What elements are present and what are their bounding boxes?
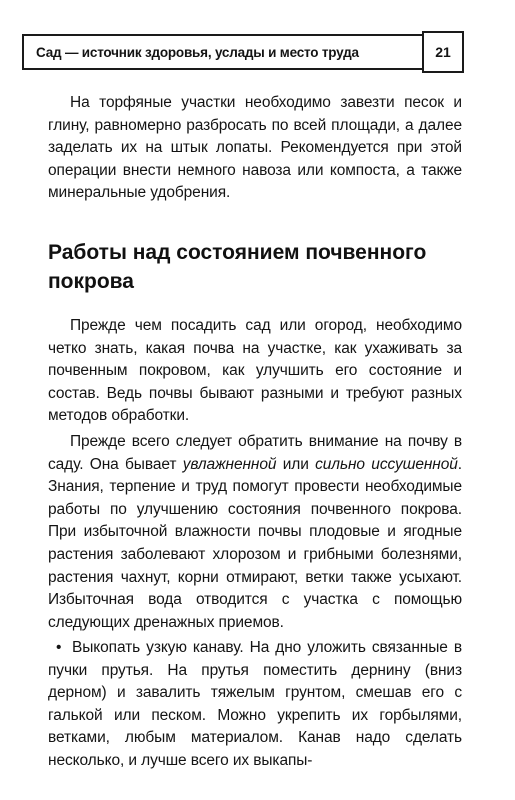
bullet-item-drainage-ditch: [48, 637, 462, 773]
running-header-title: Сад — источник здоровья, услады и место труда: [36, 45, 359, 60]
paragraph-soil-knowledge: Прежде чем посадить сад или огород, необходимо четко знать, какая почва на участке, как ухаживать за почвенным покровом, как улучшить его состояние и состав. Ведь почвы бывают разными и требуют разных методов обработки.: [48, 317, 462, 425]
page-number-box: [422, 31, 464, 73]
paragraph-soil-moisture-part-1: Прежде всего следует обратить внимание на почву в саду. Она бывает: [48, 433, 462, 473]
paragraph-soil-moisture-part-3: . Знания, терпение и труд помогут провести необходимые работы по улучшению состояния почвенного покрова. При избыточной влажности почвы плодовые и ягодные растения заболевают хлорозом и грибными болезнями, растения чахнут, корни отмирают, ветки также усыхают. Избыточная вода отводится с участка с помощью следующих дренажных приемов.: [48, 455, 462, 631]
emphasis-moist: увлажненной: [182, 455, 277, 473]
paragraph-soil-moisture: [48, 431, 462, 634]
emphasis-dried: сильно иссушенной: [315, 455, 458, 473]
section-heading: Работы над состоянием почвенного покрова: [48, 241, 427, 293]
paragraph-soil-moisture-part-2: или: [276, 455, 316, 473]
bullet-item-text: Выкопать узкую канаву. На дно уложить связанные в пучки прутья. На прутья поместить дернину (вниз дерном) и завалить тяжелым грунтом, смешав его с галькой или песком. Можно укрепить их горбылями, ветками, любым материалом. Канав надо сделать несколько, и лучше всего их выкапы-: [48, 639, 462, 769]
page-number: 21: [435, 44, 451, 60]
paragraph-peat-soil: На торфяные участки необходимо завезти песок и глину, равномерно разбросать по всей площади, а далее заделать их на штык лопаты. Рекомендуется при этой операции внести немного навоза или компоста, а также минеральные удобрения.: [48, 94, 462, 202]
bullet-marker: •: [56, 639, 62, 656]
running-header: [22, 34, 464, 70]
